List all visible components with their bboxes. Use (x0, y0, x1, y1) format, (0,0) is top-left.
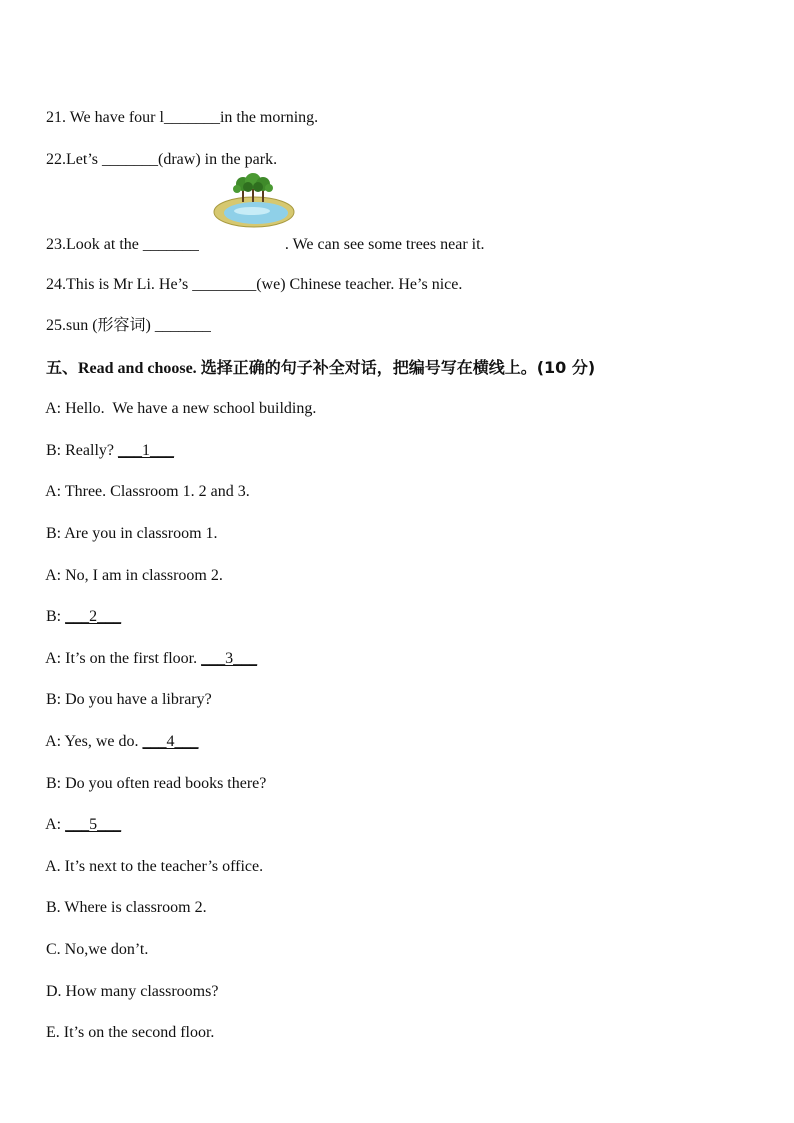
answer-blank-2[interactable]: ___2___ (65, 608, 122, 625)
answer-blank[interactable]: _______ (163, 109, 220, 126)
answer-blank-5[interactable]: ___5___ (65, 816, 122, 833)
answer-blank-4[interactable]: ___4___ (142, 733, 199, 750)
option-e: E. It’s on the second floor. (46, 1024, 215, 1041)
option-b: B. Where is classroom 2. (46, 899, 207, 916)
dialogue-line: B: ___2___ (46, 608, 122, 625)
section-heading: 五、Read and choose. 选择正确的句子补全对话，把编号写在横线上。(10 分) (46, 358, 596, 377)
answer-blank[interactable]: _______ (154, 317, 211, 334)
answer-blank-1[interactable]: ___1___ (117, 442, 174, 459)
dialogue-line: A: Hello. We have a new school building. (45, 400, 317, 417)
dialogue-line: B: Are you in classroom 1. (46, 525, 218, 542)
answer-blank[interactable]: _______ (142, 236, 199, 253)
question-25: 25.sun (形容词) _______ (46, 317, 211, 334)
dialogue-line: A: ___5___ (45, 816, 122, 833)
answer-blank[interactable]: _______ (102, 151, 158, 168)
option-d: D. How many classrooms? (46, 983, 219, 1000)
dialogue-line: B: Do you often read books there? (46, 775, 267, 792)
question-23: 23.Look at the _______ . We can see some trees near it. (46, 236, 485, 253)
question-21: 21. We have four l_______in the morning. (46, 109, 319, 126)
dialogue-line: A: Three. Classroom 1. 2 and 3. (45, 483, 250, 500)
option-a: A. It’s next to the teacher’s office. (45, 858, 264, 875)
answer-blank-3[interactable]: ___3___ (201, 650, 258, 667)
dialogue-line: A: Yes, we do. ___4___ (45, 733, 199, 750)
question-22: 22.Let’s _______(draw) in the park. (46, 151, 278, 168)
dialogue-line: B: Really? ___1___ (46, 442, 174, 459)
dialogue-line: B: Do you have a library? (46, 691, 212, 708)
option-c: C. No,we don’t. (46, 941, 149, 958)
dialogue-line: A: It’s on the first floor. ___3___ (45, 650, 258, 667)
dialogue-line: A: No, I am in classroom 2. (45, 567, 223, 584)
answer-blank[interactable]: ________ (192, 276, 257, 293)
question-24: 24.This is Mr Li. He’s ________(we) Chinese teacher. He’s nice. (46, 276, 463, 293)
